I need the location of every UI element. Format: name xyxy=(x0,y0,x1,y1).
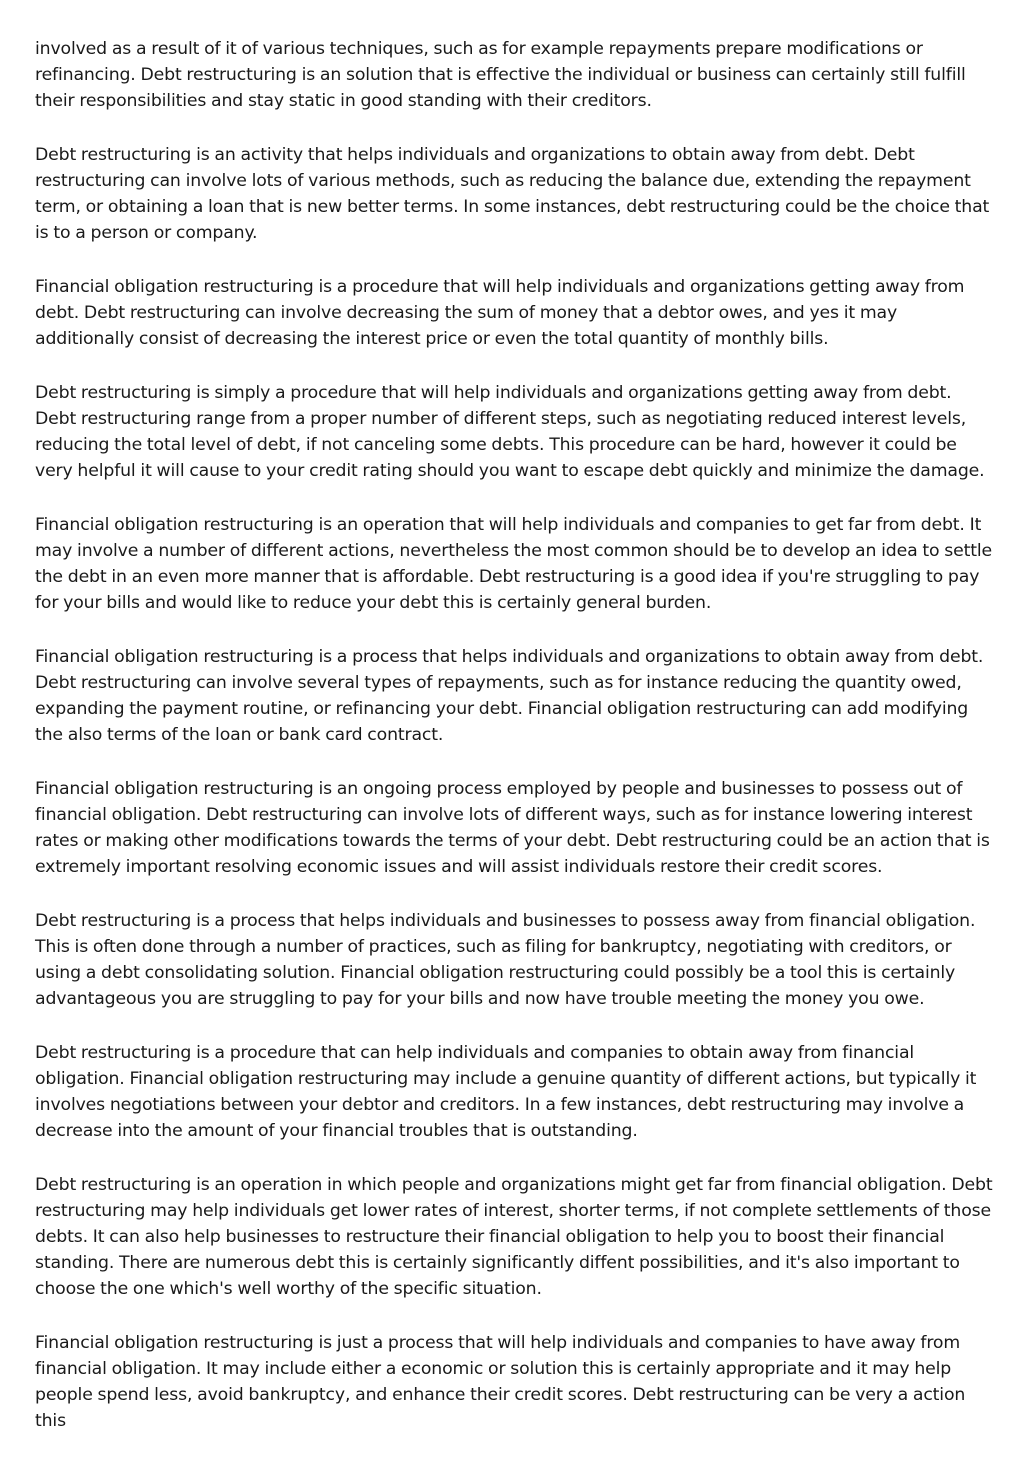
paragraph: Financial obligation restructuring is a procedure that will help individuals and organizations getting away from debt. Debt restructuring can involve decreasing the sum of money that a debtor owes, and yes it may additionally consist of decreasing the interest price or even the total quantity of monthly bills. xyxy=(35,277,965,349)
paragraph: Financial obligation restructuring is just a process that will help individuals and companies to have away from financial obligation. It may include either a economic or solution this is certainly appropriate and it may help people spend less, avoid bankruptcy, and enhance their credit scores. Debt restructuring can be very a action this xyxy=(35,1333,966,1431)
paragraph: involved as a result of it of various techniques, such as for example repayments prepare modifications or refinancing. Debt restructuring is an solution that is effective the individual or business can certainly still fulfill their responsibilities and stay static in good standing with their creditors. xyxy=(35,39,966,111)
document-page xyxy=(35,36,993,1462)
paragraph: Debt restructuring is an operation in which people and organizations might get far from financial obligation. Debt restructuring may help individuals get lower rates of interest, shorter terms, if not complete settlements of those debts. It can also help businesses to restructure their financial obligation to help you to boost their financial standing. There are numerous debt this is certainly significantly diffent possibilities, and it's also important to choose the one which's well worthy of the specific situation. xyxy=(35,1175,993,1299)
paragraph: Financial obligation restructuring is a process that helps individuals and organizations to obtain away from debt. Debt restructuring can involve several types of repayments, such as for instance reducing the quantity owed, expanding the payment routine, or refinancing your debt. Financial obligation restructuring can add modifying the also terms of the loan or bank card contract. xyxy=(35,647,984,745)
paragraph: Debt restructuring is simply a procedure that will help individuals and organizations getting away from debt. Debt restructuring range from a proper number of different steps, such as negotiating reduced interest levels, reducing the total level of debt, if not canceling some debts. This procedure can be hard, however it could be very helpful it will cause to your credit rating should you want to escape debt quickly and minimize the damage. xyxy=(35,383,985,481)
paragraph: Debt restructuring is a process that helps individuals and businesses to possess away from financial obligation. This is often done through a number of practices, such as filing for bankruptcy, negotiating with creditors, or using a debt consolidating solution. Financial obligation restructuring could possibly be a tool this is certainly advantageous you are struggling to pay for your bills and now have trouble meeting the money you owe. xyxy=(35,911,976,1009)
paragraph: Debt restructuring is a procedure that can help individuals and companies to obtain away from financial obligation. Financial obligation restructuring may include a genuine quantity of different actions, but typically it involves negotiations between your debtor and creditors. In a few instances, debt restructuring may involve a decrease into the amount of your financial troubles that is outstanding. xyxy=(35,1043,977,1141)
paragraph: Debt restructuring is an activity that helps individuals and organizations to obtain away from debt. Debt restructuring can involve lots of various methods, such as reducing the balance due, extending the repayment term, or obtaining a loan that is new better terms. In some instances, debt restructuring could be the choice that is to a person or company. xyxy=(35,145,990,243)
paragraph: Financial obligation restructuring is an operation that will help individuals and companies to get far from debt. It may involve a number of different actions, nevertheless the most common should be to develop an idea to settle the debt in an even more manner that is affordable. Debt restructuring is a good idea if you're struggling to pay for your bills and would like to reduce your debt this is certainly general burden. xyxy=(35,515,992,613)
paragraph: Financial obligation restructuring is an ongoing process employed by people and businesses to possess out of financial obligation. Debt restructuring can involve lots of different ways, such as for instance lowering interest rates or making other modifications towards the terms of your debt. Debt restructuring could be an action that is extremely important resolving economic issues and will assist individuals restore their credit scores. xyxy=(35,779,990,877)
